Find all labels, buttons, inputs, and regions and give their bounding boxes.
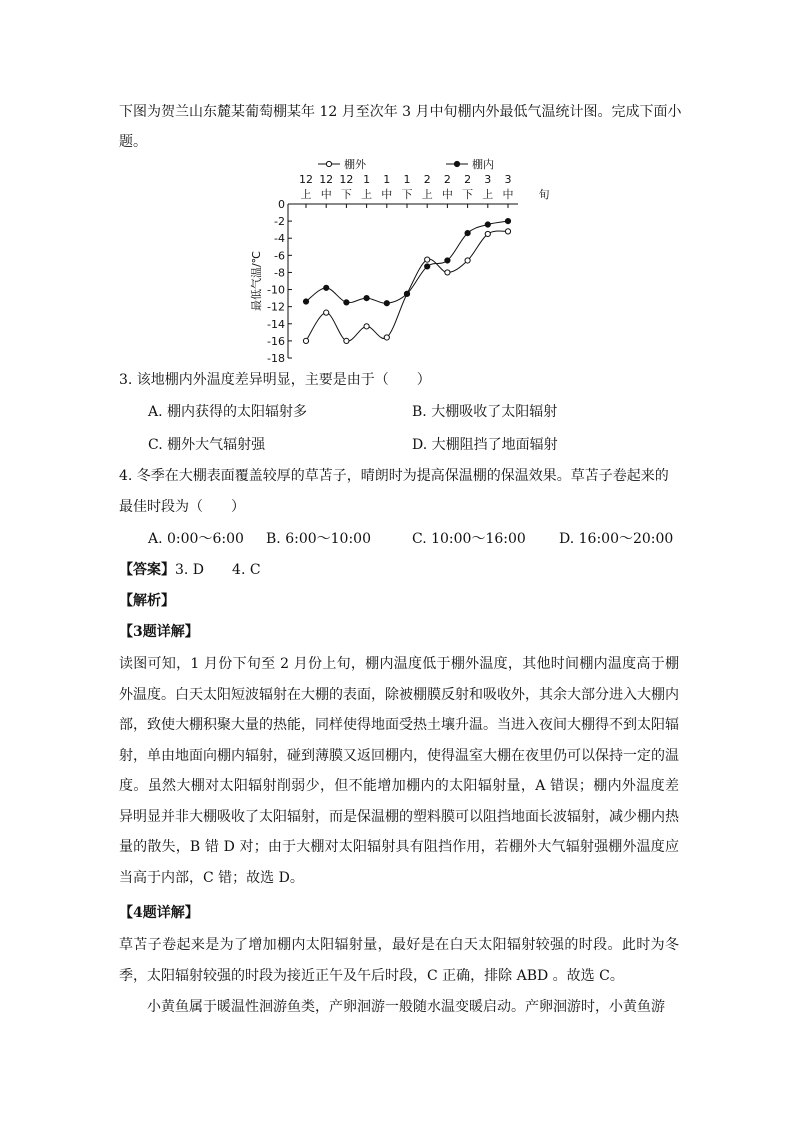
legend-marker — [454, 161, 459, 166]
y-tick-label: -4 — [274, 232, 285, 246]
data-point-棚外 — [485, 231, 490, 236]
intro-line-1: 下图为贺兰山东麓某葡萄棚某年 12 月至次年 3 月中旬棚内外最低气温统计图。完成下面小 — [119, 104, 682, 120]
data-point-棚外 — [465, 258, 470, 263]
x-tick-period: 上 — [421, 188, 433, 201]
q3-option-c: C. 棚外大气辐射强 — [148, 437, 266, 453]
x-tick-month: 3 — [504, 173, 512, 186]
data-point-棚内 — [465, 230, 470, 235]
data-point-棚外 — [505, 229, 510, 234]
q4-stem-line-2: 最佳时段为（ ） — [119, 499, 245, 515]
data-point-棚内 — [384, 301, 389, 306]
y-tick-label: -8 — [274, 266, 285, 280]
q4-option-b: B. 6:00～10:00 — [266, 531, 371, 547]
data-point-棚外 — [425, 257, 430, 262]
y-tick-label: -6 — [274, 249, 285, 263]
q4-option-c: C. 10:00～16:00 — [412, 531, 526, 547]
x-tick-period: 上 — [300, 188, 312, 201]
x-tick-period: 上 — [361, 188, 373, 201]
temperature-chart — [240, 150, 570, 370]
x-tick-month: 12 — [319, 173, 334, 186]
intro-line-2: 题。 — [119, 134, 147, 150]
x-tick-period: 下 — [340, 188, 352, 201]
x-tick-month: 3 — [484, 173, 492, 186]
x-axis-label: 旬 — [538, 188, 550, 201]
data-point-棚内 — [425, 264, 430, 269]
q3-option-d: D. 大棚阻挡了地面辐射 — [412, 437, 558, 453]
y-tick-label: -10 — [267, 283, 285, 297]
data-point-棚内 — [404, 291, 409, 296]
x-tick-period: 中 — [381, 188, 393, 201]
q4-detail-label: 【4题详解】 — [119, 905, 199, 921]
q3-option-b: B. 大棚吸收了太阳辐射 — [412, 404, 558, 420]
x-tick-period: 上 — [482, 188, 494, 201]
x-tick-period: 中 — [320, 188, 332, 201]
legend-marker — [326, 161, 331, 166]
q4-stem-line-1: 4. 冬季在大棚表面覆盖较厚的草苫子，晴朗时为提高保温棚的保温效果。草苫子卷起来的 — [119, 468, 669, 484]
data-point-棚外 — [344, 338, 349, 343]
y-axis-label: 最低气温/℃ — [250, 250, 263, 312]
y-tick-label: -14 — [267, 317, 285, 331]
data-point-棚内 — [445, 258, 450, 263]
q4-detail-text: 草苫子卷起来是为了增加棚内太阳辐射量，最好是在白天太阳辐射较强的时段。此时为冬季，太阳辐射较强的时段为接近正午及午后时段，C 正确，排除 ABD 。故选 C。 — [119, 937, 679, 984]
y-tick-label: -12 — [267, 300, 285, 314]
data-point-棚外 — [445, 270, 450, 275]
legend-label: 棚内 — [472, 158, 494, 171]
data-point-棚内 — [303, 299, 308, 304]
answer-label: 【答案】 — [119, 562, 175, 578]
data-point-棚外 — [303, 338, 308, 343]
y-tick-label: 0 — [278, 198, 285, 211]
x-tick-month: 12 — [299, 173, 313, 186]
series-line-棚外 — [306, 231, 508, 341]
q4-option-a: A. 0:00～6:00 — [148, 531, 244, 547]
y-tick-label: -16 — [267, 334, 285, 348]
answer-text: 3. D 4. C — [175, 562, 261, 578]
q4-option-d: D. 16:00～20:00 — [559, 531, 674, 547]
analysis-label: 【解析】 — [119, 593, 175, 609]
q3-stem: 3. 该地棚内外温度差异明显，主要是由于（ ） — [119, 372, 431, 388]
data-point-棚内 — [344, 300, 349, 305]
data-point-棚内 — [505, 219, 510, 224]
data-point-棚内 — [485, 222, 490, 227]
answer-line — [119, 559, 679, 581]
x-tick-month: 2 — [464, 173, 472, 186]
q3-detail-label: 【3题详解】 — [119, 624, 199, 640]
data-point-棚外 — [364, 324, 369, 329]
x-tick-month: 2 — [423, 173, 431, 186]
data-point-棚内 — [324, 285, 329, 290]
x-tick-period: 中 — [441, 188, 453, 201]
x-tick-month: 12 — [339, 173, 354, 186]
y-tick-label: -2 — [274, 215, 285, 229]
x-tick-month: 2 — [443, 173, 451, 186]
x-tick-month: 1 — [363, 173, 371, 186]
data-point-棚外 — [384, 335, 389, 340]
trailing-paragraph: 小黄鱼属于暖温性洄游鱼类，产卵洄游一般随水温变暖启动。产卵洄游时，小黄鱼游 — [147, 999, 665, 1015]
data-point-棚外 — [324, 310, 329, 315]
data-point-棚内 — [364, 296, 369, 301]
x-tick-period: 中 — [502, 188, 514, 201]
q3-option-a: A. 棚内获得的太阳辐射多 — [148, 404, 308, 420]
x-tick-period: 下 — [462, 188, 474, 201]
x-tick-month: 1 — [403, 173, 411, 186]
x-tick-month: 1 — [383, 173, 391, 186]
legend-label: 棚外 — [344, 158, 366, 171]
q3-detail-text: 读图可知，1 月份下旬至 2 月份上旬，棚内温度低于棚外温度，其他时间棚内温度高于棚外温度。白天太阳短波辐射在大棚的表面，除被棚膜反射和吸收外，其余大部分进入大棚内部，致使大棚积聚大量的热能，同样使得地面受热土壤升温。当进入夜间大棚得不到太阳辐射，单由地面向棚内辐射，碰到薄膜又返回棚内，使得温室大棚在夜里仍可以保持一定的温度。虽然大棚对太阳辐射削弱少，但不能增加棚内的太阳辐射量，A 错误；棚内外温度差异明显并非大棚吸收了太阳辐射，而是保温棚的塑料膜可以阻挡地面长波辐射，减少棚内热量的散失，B 错 D 对；由于大棚对太阳辐射具有阻挡作用，若棚外大气辐射强棚外温度应当高于内部，C 错；故选 D。 — [119, 656, 679, 886]
x-tick-period: 下 — [401, 188, 413, 201]
y-tick-label: -18 — [267, 352, 285, 365]
